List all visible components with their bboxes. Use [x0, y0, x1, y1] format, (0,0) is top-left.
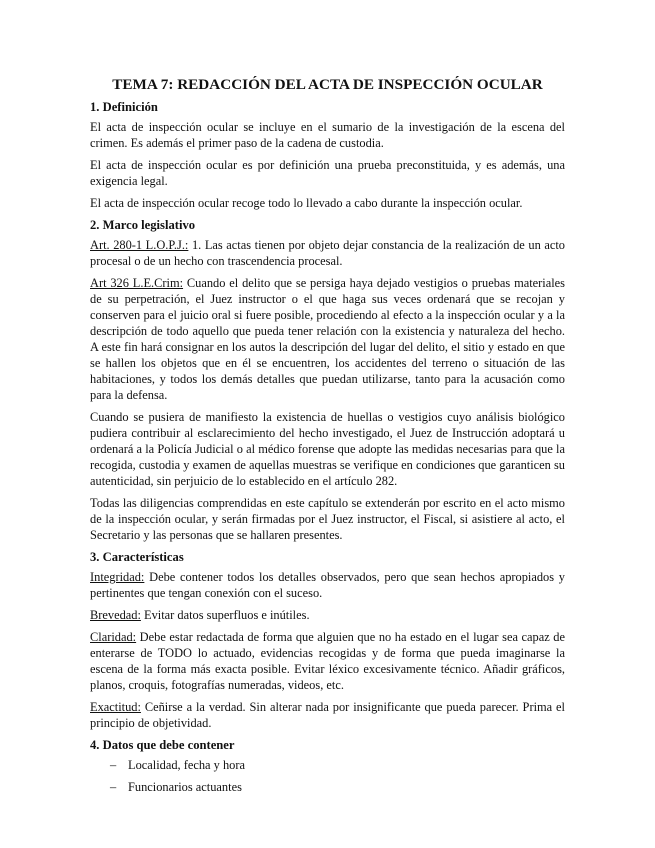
dash-bullet-icon: – — [110, 780, 117, 794]
paragraph-claridad — [90, 629, 565, 693]
document-page — [90, 76, 565, 801]
paragraph-definicion-1: El acta de inspección ocular se incluye en el sumario de la investigación de la escena del crimen. Es además el primer paso de la cadena de custodia. — [90, 120, 565, 150]
paragraph-definicion-3: El acta de inspección ocular recoge todo lo llevado a cabo durante la inspección ocular. — [90, 196, 523, 210]
paragraph-art-326 — [90, 275, 565, 403]
paragraph-huellas: Cuando se pusiera de manifiesto la existencia de huellas o vestigios cuyo análisis biológico pudiera contribuir al esclarecimiento del hecho investigado, el Juez de Instrucción adoptará u ordenará a la Policía Judicial o al médico forense que adopte las medidas necesarias para que la recogida, custodia y examen de aquellas muestras se verifique en condiciones que garanticen su autenticidad, sin perjuicio de lo establecido en el artículo 282. — [90, 410, 565, 488]
paragraph-brevedad — [90, 607, 565, 623]
art-326-text: Cuando el delito que se persiga haya dejado vestigios o pruebas materiales de su perpetración, el Juez instructor o el que haga sus veces ordenará que se recojan y conserven para el juicio oral si fuere posible, procediendo al efecto a la inspección ocular y a la descripción de todo aquello que pueda tener relación con la existencia y naturaleza del hecho. A este fin hará consignar en los autos la descripción del lugar del delito, el sitio y estado en que se hallen los objetos que en él se encuentren, los accidentes del terreno o situación de las habitaciones, y todos los demás detalles que puedan utilizarse, tanto para la acusación como para la defensa. — [90, 276, 566, 402]
brevedad-text: Evitar datos superfluos e inútiles. — [140, 608, 310, 622]
exactitud-label: Exactitud: — [90, 700, 141, 714]
list-item-text: Localidad, fecha y hora — [128, 758, 245, 772]
exactitud-text: Ceñirse a la verdad. Sin alterar nada por insignificante que pueda parecer. Prima el principio de objetividad. — [90, 700, 565, 730]
list-item — [90, 757, 565, 773]
heading-caracteristicas: 3. Características — [90, 550, 184, 564]
paragraph-definicion-2: El acta de inspección ocular es por definición una prueba preconstituida, y es además, una exigencia legal. — [90, 158, 565, 188]
list-item — [90, 779, 565, 795]
heading-marco-legislativo: 2. Marco legislativo — [90, 218, 196, 232]
claridad-text: Debe estar redactada de forma que alguien que no ha estado en el lugar sea capaz de enterarse de TODO lo actuado, evidencias recogidas y de forma que pueda imaginarse la escena de la forma más exacta posible. Evitar léxico excesivamente técnico. Añadir gráficos, planos, croquis, fotografías numeradas, videos, etc. — [90, 630, 565, 692]
art-280-text: 1. Las actas tienen por objeto dejar constancia de la realización de un acto procesal o de un hecho con trascendencia procesal. — [90, 238, 565, 268]
list-item-text: Funcionarios actuantes — [128, 780, 242, 794]
datos-list — [90, 757, 565, 795]
heading-datos: 4. Datos que debe contener — [90, 738, 235, 752]
art-280-label: Art. 280-1 L.O.P.J.: — [90, 238, 189, 252]
document-title: TEMA 7: REDACCIÓN DEL ACTA DE INSPECCIÓN OCULAR — [112, 76, 543, 93]
paragraph-integridad — [90, 569, 565, 601]
claridad-label: Claridad: — [90, 630, 137, 644]
heading-definicion: 1. Definición — [90, 100, 158, 114]
paragraph-diligencias: Todas las diligencias comprendidas en este capítulo se extenderán por escrito en el acto mismo de la inspección ocular, y serán firmadas por el Juez instructor, el Fiscal, si asistiere al acto, el Secretario y las personas que se hallaren presentes. — [90, 496, 565, 542]
integridad-text: Debe contener todos los detalles observados, pero que sean hechos apropiados y pertinentes que tengan conexión con el suceso. — [90, 570, 565, 600]
paragraph-exactitud — [90, 699, 565, 731]
dash-bullet-icon: – — [110, 758, 117, 772]
integridad-label: Integridad: — [90, 570, 145, 584]
paragraph-art-280 — [90, 237, 565, 269]
art-326-label: Art 326 L.E.Crim: — [90, 276, 184, 290]
brevedad-label: Brevedad: — [90, 608, 141, 622]
